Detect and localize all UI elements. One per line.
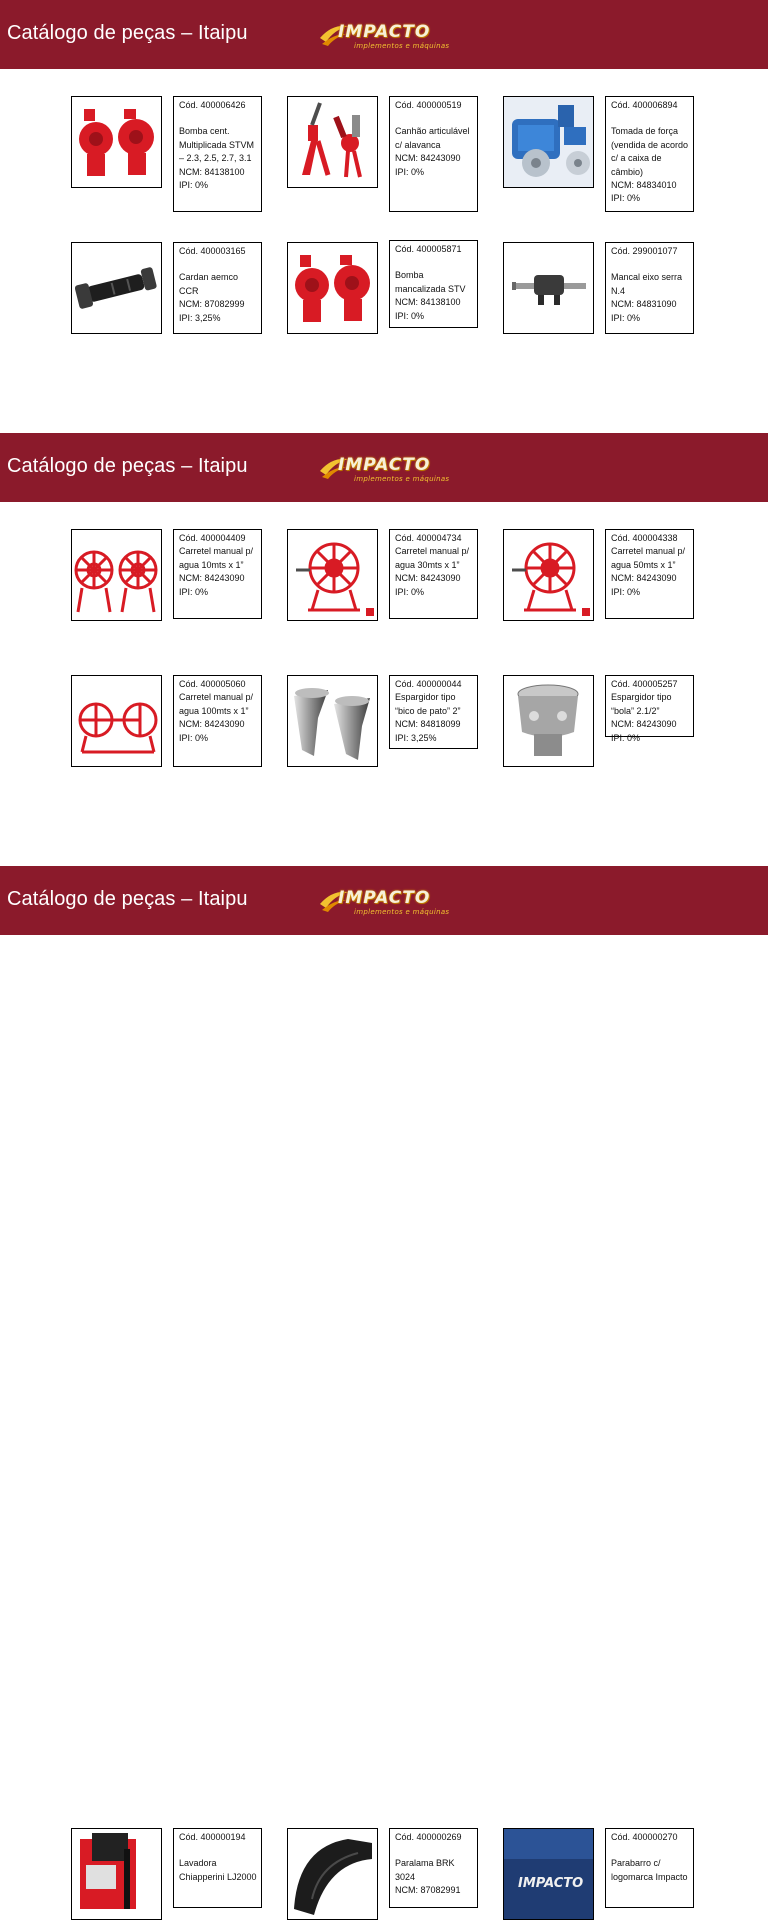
catalog-header	[0, 433, 768, 502]
twin-reel-icon	[71, 529, 162, 621]
product-description: Carretel manual p/ agua 30mts x 1”	[395, 546, 472, 570]
page-title: Catálogo de peças – Itaipu	[7, 888, 248, 910]
product-description: Cardan aemco CCR	[179, 272, 241, 296]
product-ipi: IPI: 3,25%	[395, 732, 437, 743]
product-code: Cód. 400004338	[611, 533, 678, 543]
product-ncm: NCM: 84138100	[395, 297, 461, 308]
catalog-header	[0, 0, 768, 69]
product-ncm: NCM: 87082999	[179, 299, 245, 310]
product-ipi: IPI: 0%	[611, 732, 641, 743]
product-info-card	[389, 1828, 478, 1908]
product-code: Cód. 400000519	[395, 100, 462, 110]
page-title: Catálogo de peças – Itaipu	[7, 455, 248, 477]
product-ncm: NCM: 84138100	[179, 166, 245, 177]
product-description: Lavadora Chiapperini LJ2000	[179, 1858, 257, 1882]
product-description: Canhão articulável c/ alavanca	[395, 126, 473, 150]
product-ipi: IPI: 0%	[395, 310, 425, 321]
catalog-page	[0, 433, 768, 866]
product-info-card	[389, 675, 478, 749]
product-info-card	[389, 96, 478, 212]
product-code: Cód. 400005257	[611, 679, 678, 689]
product-code: Cód. 400004409	[179, 533, 246, 543]
product-code: Cód. 400000194	[179, 1832, 246, 1842]
hose-reel-icon	[287, 529, 378, 621]
product-code: Cód. 400000269	[395, 1832, 462, 1842]
product-ipi: IPI: 0%	[395, 586, 425, 597]
product-ncm: NCM: 84818099	[395, 719, 461, 730]
product-description: Tomada de força (vendida de acordo c/ a caixa de câmbio)	[611, 126, 691, 177]
product-description: Carretel manual p/ agua 50mts x 1”	[611, 546, 688, 570]
product-ncm: NCM: 84243090	[611, 719, 677, 730]
cardan-shaft-icon	[71, 242, 162, 334]
product-ipi: IPI: 3,25%	[179, 312, 221, 323]
mudflap-logo-icon	[503, 1828, 594, 1920]
bearing-shaft-icon	[503, 242, 594, 334]
product-info-card	[173, 529, 262, 619]
twin-pump-icon	[71, 96, 162, 188]
product-description: Bomba mancalizada STV	[395, 270, 466, 294]
twin-pump-icon	[287, 242, 378, 334]
long-reel-icon	[71, 675, 162, 767]
product-info-card	[173, 96, 262, 212]
catalog-header	[0, 866, 768, 935]
product-code: Cód. 400005871	[395, 244, 462, 254]
product-description: Carretel manual p/ agua 10mts x 1”	[179, 546, 256, 570]
product-info-card	[173, 675, 262, 767]
product-ncm: NCM: 84243090	[611, 573, 677, 584]
ball-sprayer-icon	[503, 675, 594, 767]
product-description: Espargidor tipo “bola” 2.1/2”	[611, 692, 675, 716]
product-description: Parabarro c/ logomarca Impacto	[611, 1858, 688, 1882]
product-code: Cód. 400006426	[179, 100, 246, 110]
product-ipi: IPI: 0%	[179, 180, 209, 191]
product-code: Cód. 400005060	[179, 679, 246, 689]
impacto-logo: IMPACTO implementos e máquinas	[318, 445, 450, 491]
pto-gearbox-icon	[503, 96, 594, 188]
mudguard-icon	[287, 1828, 378, 1920]
product-code: Cód. 400006894	[611, 100, 678, 110]
product-ncm: NCM: 84243090	[395, 573, 461, 584]
product-info-card	[389, 240, 478, 328]
product-ncm: NCM: 84243090	[179, 573, 245, 584]
product-info-card	[605, 242, 694, 334]
product-ncm: NCM: 84834010	[611, 180, 677, 191]
product-info-card	[173, 242, 262, 334]
product-description: Paralama BRK 3024	[395, 1858, 458, 1882]
product-ipi: IPI: 0%	[611, 586, 641, 597]
hose-reel-icon	[503, 529, 594, 621]
water-cannon-icon	[287, 96, 378, 188]
product-ipi: IPI: 0%	[179, 732, 209, 743]
pressure-washer-icon	[71, 1828, 162, 1920]
product-description: Bomba cent. Multiplicada STVM – 2.3, 2.5, 2.7, 3.1	[179, 126, 257, 164]
product-code: Cód. 400000270	[611, 1832, 678, 1842]
product-description: Carretel manual p/ agua 100mts x 1”	[179, 692, 256, 716]
product-ncm: NCM: 84243090	[179, 719, 245, 730]
product-code: Cód. 400003165	[179, 246, 246, 256]
product-ipi: IPI: 0%	[611, 312, 641, 323]
catalog-page	[0, 0, 768, 433]
svg-text:IMPACTO: IMPACTO	[518, 1876, 584, 1891]
impacto-logo: IMPACTO implementos e máquinas	[318, 878, 450, 924]
product-ncm: NCM: 87082991	[395, 1885, 461, 1896]
page-title: Catálogo de peças – Itaipu	[7, 22, 248, 44]
product-info-card	[605, 96, 694, 212]
product-info-card	[605, 529, 694, 619]
product-code: Cód. 400000044	[395, 679, 462, 689]
product-info-card	[173, 1828, 262, 1908]
product-description: Mancal eixo serra N.4	[611, 272, 685, 296]
product-code: Cód. 400004734	[395, 533, 462, 543]
product-info-card	[605, 1828, 694, 1908]
catalog-page	[0, 866, 768, 1896]
product-ipi: IPI: 0%	[179, 586, 209, 597]
product-ncm: NCM: 84831090	[611, 299, 677, 310]
product-ipi: IPI: 0%	[611, 193, 641, 204]
product-description: Espargidor tipo “bico de pato” 2”	[395, 692, 461, 716]
product-code: Cód. 299001077	[611, 246, 678, 256]
product-ipi: IPI: 0%	[395, 166, 425, 177]
product-info-card	[605, 675, 694, 743]
impacto-logo: IMPACTO implementos e máquinas	[318, 12, 450, 58]
product-ncm: NCM: 84243090	[395, 153, 461, 164]
product-info-card	[389, 529, 478, 619]
duckbill-nozzle-icon	[287, 675, 378, 767]
